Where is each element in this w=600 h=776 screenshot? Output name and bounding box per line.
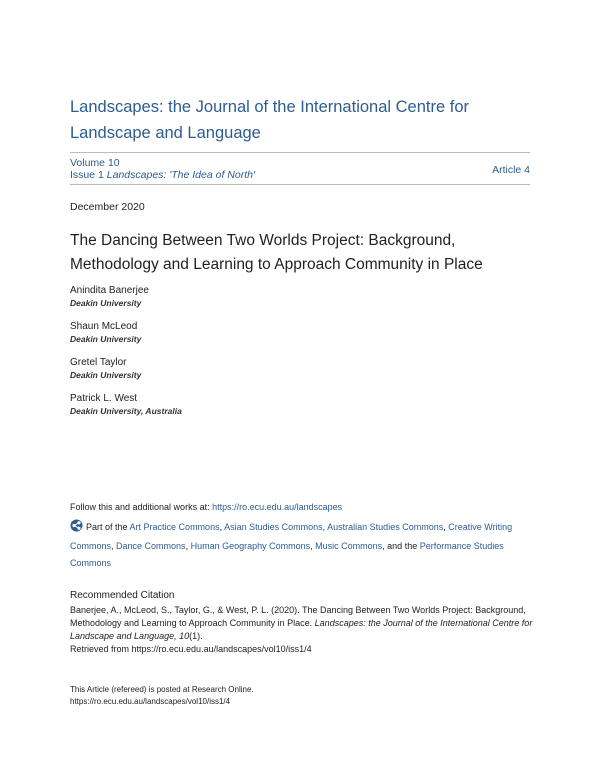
footer-url[interactable]: https://ro.ecu.edu.au/landscapes/vol10/iss1/4 xyxy=(70,697,231,706)
commons-link[interactable]: Creative Writing Commons xyxy=(70,522,513,551)
paper-title: The Dancing Between Two Worlds Project: Background, Methodology and Learning to Approach Community in Place xyxy=(70,232,483,273)
citation-body: Banerjee, A., McLeod, S., Taylor, G., & West, P. L. (2020). The Dancing Between Two Worlds Project: Background, Methodology and Learning to Approach Community in Place. xyxy=(70,605,526,628)
author-name: Patrick L. West xyxy=(70,393,138,404)
article-number-link[interactable]: Article 4 xyxy=(492,164,530,176)
author-affiliation: Deakin University xyxy=(70,370,142,380)
commons-link[interactable]: Performance Studies Commons xyxy=(70,541,504,568)
citation-issue: (1). xyxy=(189,631,203,641)
issue-title: Landscapes: 'The Idea of North' xyxy=(106,169,255,181)
citation-journal: Landscapes: the Journal of the International Centre for Landscape and Language, 10 xyxy=(70,618,533,641)
network-share-icon xyxy=(70,519,83,538)
commons-link[interactable]: Dance Commons xyxy=(116,541,186,551)
author-entry xyxy=(70,320,141,346)
and-the-text: , and the xyxy=(382,541,418,551)
follow-text: Follow this and additional works at: xyxy=(70,502,210,512)
commons-link[interactable]: Asian Studies Commons xyxy=(224,522,323,532)
author-entry xyxy=(70,392,182,418)
commons-link[interactable]: Art Practice Commons xyxy=(129,522,220,532)
header-rule-top xyxy=(70,152,530,153)
issue-line[interactable] xyxy=(70,169,255,181)
commons-link[interactable]: Australian Studies Commons xyxy=(327,522,444,532)
commons-link[interactable]: Human Geography Commons xyxy=(190,541,311,551)
author-affiliation: Deakin University, Australia xyxy=(70,406,182,416)
part-of-prefix: Part of the xyxy=(86,522,128,532)
author-entry xyxy=(70,284,149,310)
commons-link[interactable]: Music Commons xyxy=(315,541,383,551)
part-of-commons: Part of the Art Practice Commons, Asian Studies Commons, Australian Studies Commons, Creative Writing Commons, Dance Commons, Human Geography Commons, Music Commons, and the Performance Studies Commons xyxy=(70,519,530,572)
journal-title[interactable]: Landscapes: the Journal of the International Centre for Landscape and Language xyxy=(70,98,470,142)
footer-line: This Article (refereed) is posted at Research Online. xyxy=(70,685,254,694)
footer-notice xyxy=(70,684,254,708)
header-rule-bottom xyxy=(70,184,530,185)
volume-link[interactable]: Volume 10 xyxy=(70,157,120,169)
issue-label: Issue 1 xyxy=(70,169,104,181)
author-name: Gretel Taylor xyxy=(70,357,127,368)
volume-issue-block xyxy=(70,157,255,181)
author-affiliation: Deakin University xyxy=(70,298,142,308)
citation-retrieved: Retrieved from https://ro.ecu.edu.au/landscapes/vol10/iss1/4 xyxy=(70,644,312,654)
follow-link[interactable]: https://ro.ecu.edu.au/landscapes xyxy=(212,502,343,512)
author-name: Shaun McLeod xyxy=(70,321,138,332)
citation-text xyxy=(70,604,535,656)
author-entry xyxy=(70,356,141,382)
author-name: Anindita Banerjee xyxy=(70,285,149,296)
author-affiliation: Deakin University xyxy=(70,334,142,344)
recommended-citation-heading: Recommended Citation xyxy=(70,590,175,601)
follow-line xyxy=(70,502,342,512)
publication-date: December 2020 xyxy=(70,201,145,213)
